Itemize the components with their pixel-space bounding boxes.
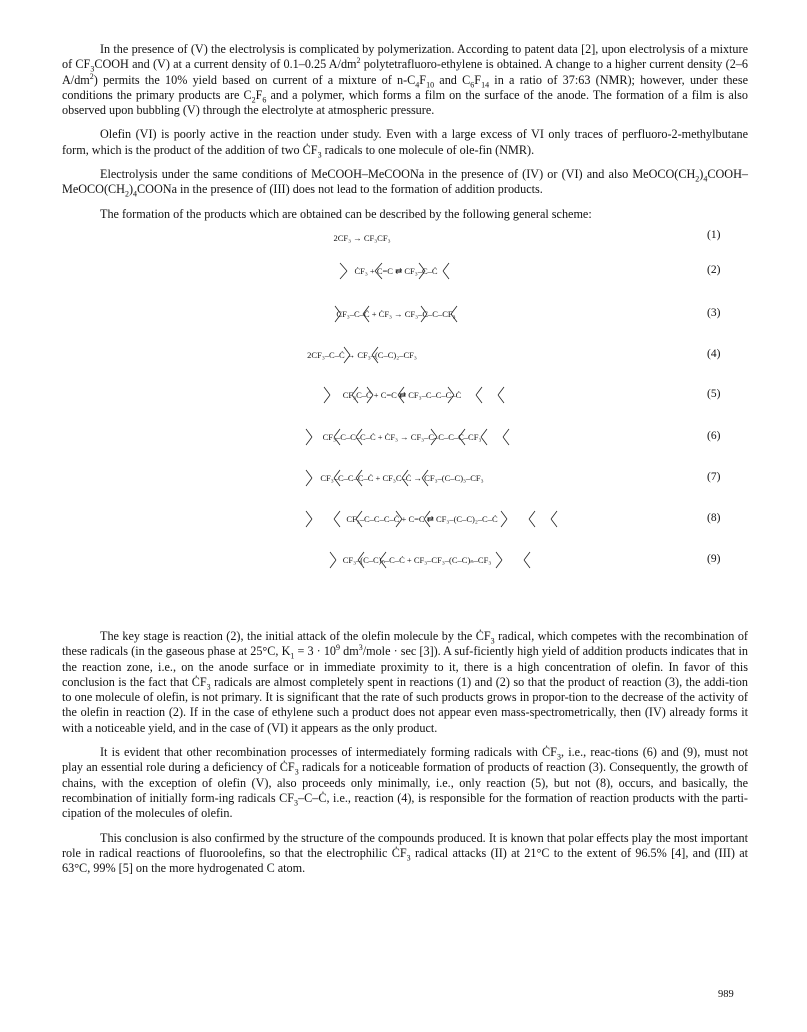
equation-2: ĊF₃ + C=C ⇄ CF₃–C–Ċ (354, 265, 438, 276)
equation-number-5: (5) (707, 387, 721, 400)
equation-number-7: (7) (707, 470, 721, 483)
equation-number-8: (8) (707, 511, 721, 524)
paragraphs-before-scheme (62, 42, 748, 222)
equation-number-6: (6) (707, 429, 721, 442)
paragraph-2: Olefin (VI) is poorly active in the reaction under study. Even with a large excess of VI only traces of perfluoro-2-methylbutane form, which is the product of the addition of two $ĊF_3$ radicals to one molecule of ole-fin (NMR). (62, 127, 748, 160)
equation-number-4: (4) (707, 347, 721, 360)
scheme-equations-text (307, 233, 498, 565)
equation-1: 2CF₃ → CF₃CF₃ (333, 232, 391, 243)
paragraph-after-2: It is evident that other recombination processes of intermediately forming radicals with $ĊF_3$, i.e., reac-tions (6) and (9), must not play an essential role during a deficiency of $ĊF_3$ radicals for a noticeable formation of products of reaction (3). Consequently, the growth of chains, with the exception of olefin (V), also proceeds only minimally, i.e., only reaction (5), but not (8), occurs, and basically, the recombination of initially form-ing radicals $CF_3-C-Ċ$, i.e., reaction (4), is responsible for the formation of reaction products with the parti-cipation of the molecules of olefin. (62, 745, 748, 821)
equation-8: CF₃–C–C–C–Ċ + C=C ⇄ CF₃–(C–C)₂–C–Ċ (346, 513, 498, 524)
equation-6: CF₃–C–C–C–Ċ + ĊF₃ → CF₃–C–C–C–C–CF₃ (322, 431, 482, 442)
paragraph-3: Electrolysis under the same conditions of MeCOOH–MeCOONa in the presence of (IV) or (VI) and also $MeOCO(CH_2)_4COOH-MeOCO(CH_2)_4COONa$ in the presence of (III) does not lead to the formation of addition products. (62, 167, 748, 199)
page-body (62, 42, 748, 885)
equation-7: CF₃–C–C–C–Ċ + CF₃C–Ċ → CF₃–(C–C)₃–CF₃ (320, 472, 484, 483)
page-number: 989 (718, 989, 734, 1000)
equation-5: CF₃C–Ċ + C=C ⇄ CF₃–C–C–C–Ċ (342, 389, 462, 400)
equation-number-3: (3) (707, 306, 721, 319)
scheme-drawing (62, 228, 748, 621)
reaction-scheme (62, 228, 748, 621)
equation-number-2: (2) (707, 263, 721, 276)
paragraph-after-1: The key stage is reaction (2), the initial attack of the olefin molecule by the $ĊF_3$ radical, which competes with the recombination of these radicals (in the gaseous phase at 25°C, $K_1 = 3 \cdot 10^9$ $dm^3$/mole · sec [3]). A suf-ficiently high yield of addition products indicates that in the reaction zone, i.e., on the anode surface or in immediate proximity to it, there is a high concentration of olefin. In favor of this conclusion is the fact that $ĊF_3$ radicals are almost completely spent in reactions (1) and (2) so that the product of reaction (3), the addi-tion to one molecule of olefin, is not primary. It is significant that the rate of such products grows in propor-tion to the decrease of the activity of the olefin in reaction (2). If in the case of ethylene such a product does not appear even mass-spectrometrically, then (IV) already forms it with a noticeable yield, and in the case of (VI) it appears as the only product. (62, 628, 748, 735)
paragraph-4: The formation of the products which are obtained can be described by the following general scheme: (100, 206, 592, 221)
paragraphs-after-scheme (62, 629, 748, 876)
equation-9: CF₃–(C–C)ₙ–C–Ċ + CF₃–CF₃–(C–C)ₙ–CF₃ (342, 554, 492, 565)
paragraph-1: In the presence of (V) the electrolysis is complicated by polymerization. According to patent data [2], upon electrolysis of a mixture of $CF_3COOH$ and (V) at a current density of 0.1–0.25 $A/dm^2$ polytetrafluoro-ethylene is obtained. A change to a higher current density (2–6 $A/dm^2$) permits the 10% yield based on current of a mixture of $n-C_4F_{10}$ and $C_6F_{14}$ in a ratio of 37:63 (NMR); however, under these conditions the primary products are $C_2F_6$ and a polymer, which forms a film on the surface of the anode. The formation of a film is also observed upon bubbling (V) through the electrolyte at atmospheric pressure. (62, 42, 748, 118)
paragraph-after-3: This conclusion is also confirmed by the structure of the compounds produced. It is known that polar effects play the most important role in radical reactions of fluoroolefins, so that the electrophilic $ĊF_3$ radical attacks (II) at 21°C to the extent of 96.5% [4], and (III) at 63°C, 99% [5] on the more hydrogenated C atom. (62, 830, 748, 876)
equation-number-9: (9) (707, 552, 721, 565)
equation-3: CF₃–C–Ċ + ĊF₃ → CF₃–C–C–CF₃ (336, 308, 456, 319)
equation-number-1: (1) (707, 228, 721, 241)
equation-4: 2CF₃–C–Ċ → CF₃–(C–C)₂–CF₃ (307, 349, 417, 360)
